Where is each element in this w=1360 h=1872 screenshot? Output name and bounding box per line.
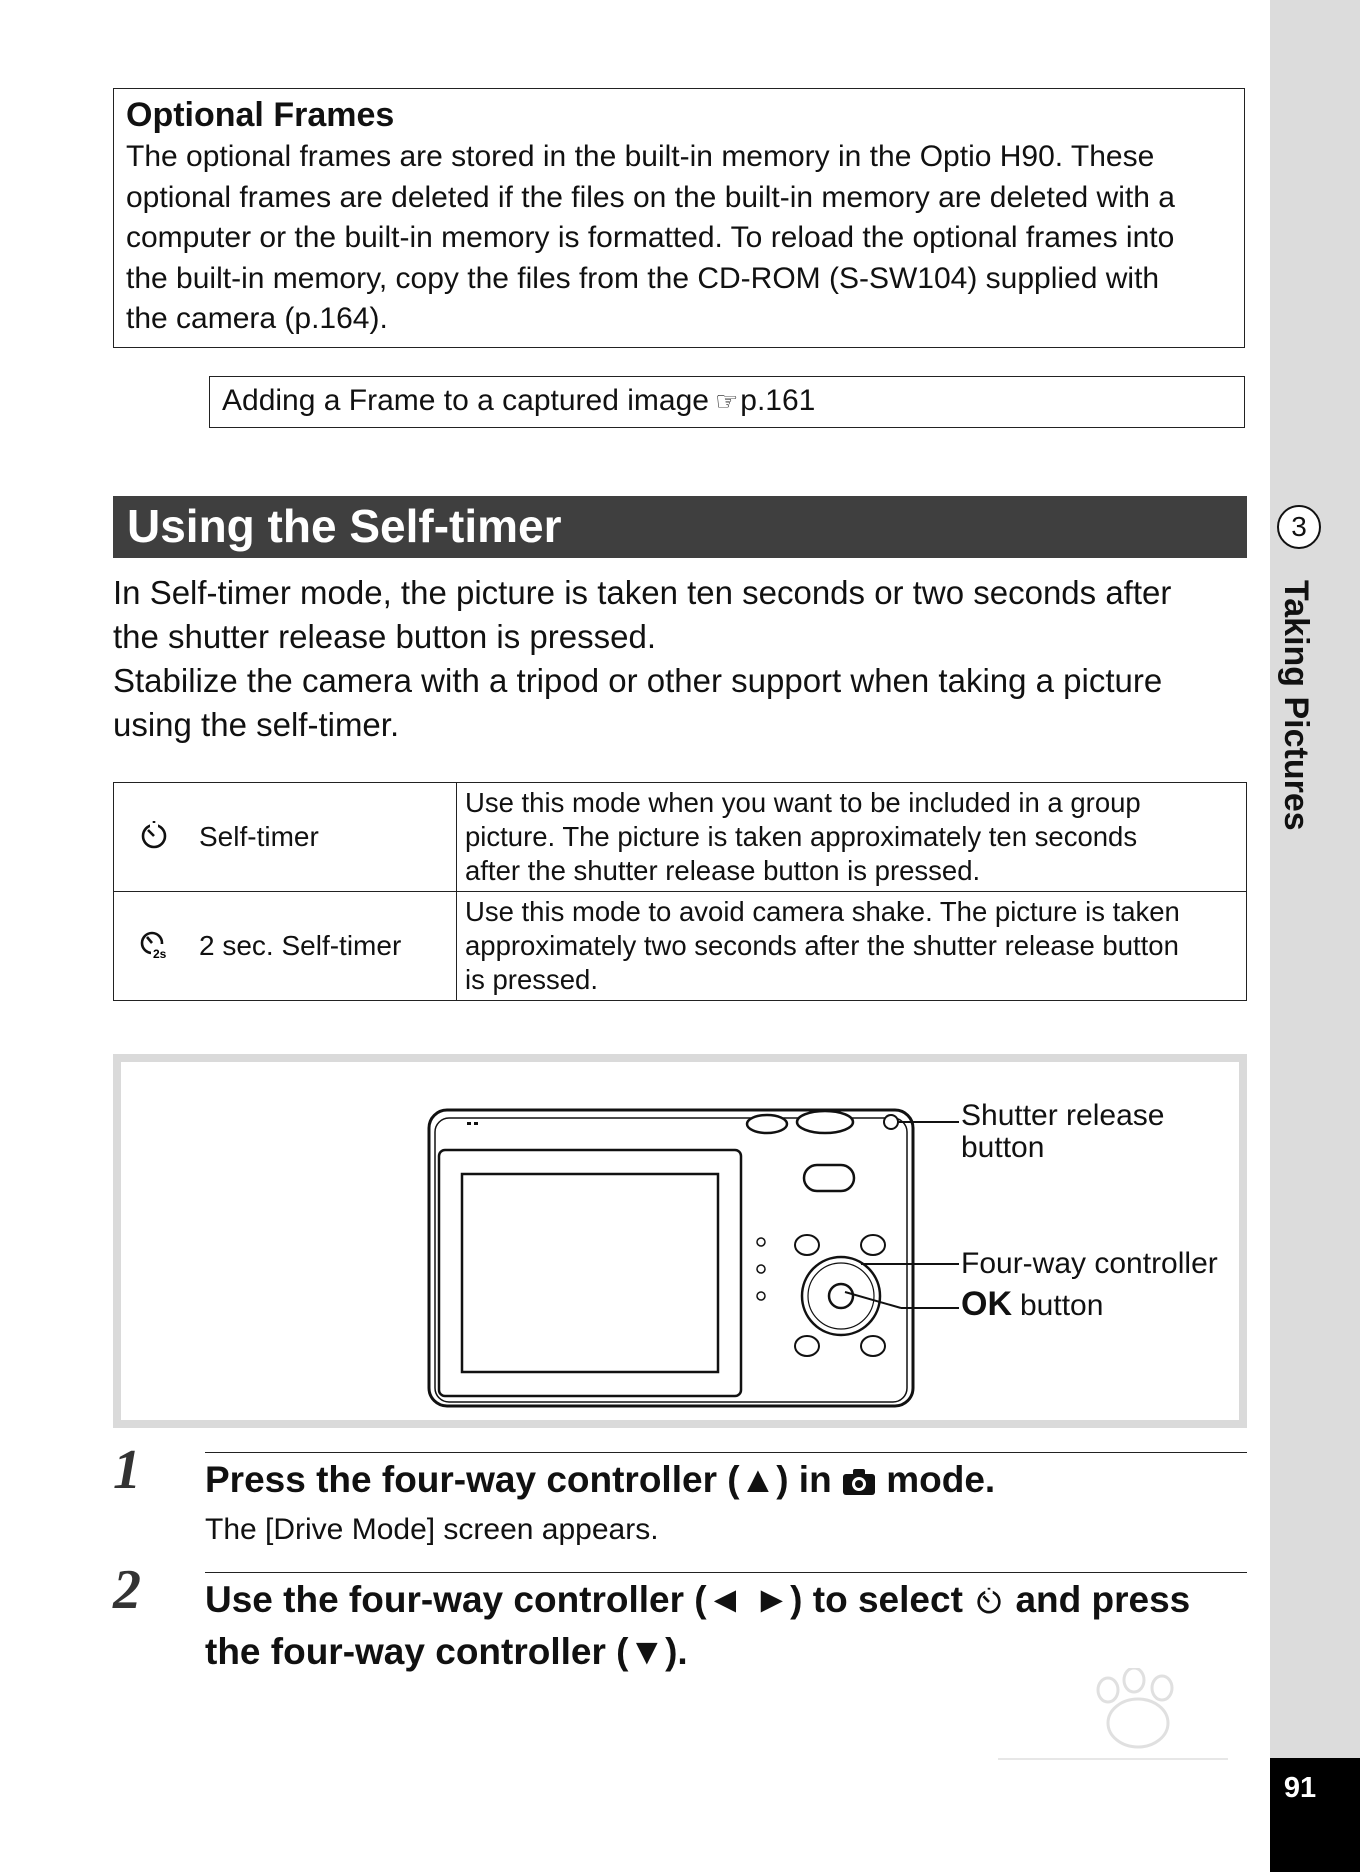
step-text: Use the four-way controller (	[205, 1579, 707, 1620]
step-text: ) to select	[790, 1579, 974, 1620]
memo-line: The optional frames are stored in the built-in memory in the Optio H90. These	[126, 140, 1155, 173]
svg-text:2s: 2s	[153, 946, 167, 960]
description-line: Use this mode when you want to be included in a group	[465, 787, 1141, 818]
shutter-release-callout	[961, 1100, 1164, 1164]
intro-line: using the self-timer.	[113, 706, 400, 743]
left-right-arrow-icon: ◄ ►	[706, 1579, 791, 1620]
mode-description	[457, 892, 1247, 1001]
memo-title: Optional Frames	[126, 96, 395, 134]
reference-page-link[interactable]: p.161	[740, 384, 816, 417]
memo-box	[113, 88, 1245, 348]
self-timer-icon	[973, 1580, 1005, 1628]
step-number: 2	[113, 1559, 141, 1621]
ok-mark: OK	[961, 1285, 1012, 1323]
description-line: is pressed.	[465, 964, 598, 995]
memo-line: the camera (p.164).	[126, 302, 388, 335]
section-intro	[113, 571, 1253, 747]
intro-line: Stabilize the camera with a tripod or other support when taking a picture	[113, 662, 1163, 699]
mode-cell	[114, 783, 457, 892]
camera-mode-icon	[842, 1460, 876, 1508]
paw-watermark-icon	[958, 1668, 1270, 1818]
memo-line: optional frames are deleted if the files on the built-in memory are deleted with a	[126, 180, 1175, 214]
table-row	[114, 783, 1247, 892]
memo-body	[126, 137, 1232, 340]
self-timer-icon	[137, 817, 185, 858]
table-row	[114, 892, 1247, 1001]
description-line: picture. The picture is taken approximately ten seconds	[465, 821, 1138, 852]
down-arrow-icon: ▼	[628, 1631, 666, 1672]
four-way-controller-callout: Four-way controller	[961, 1247, 1218, 1280]
two-sec-timer-icon	[137, 926, 185, 967]
step-text: and press	[1005, 1579, 1191, 1620]
mode-cell	[114, 892, 457, 1001]
step-text: ).	[665, 1631, 688, 1672]
description-line: approximately two seconds after the shutter release button	[465, 930, 1179, 961]
chapter-number: 3	[1277, 505, 1321, 549]
intro-line: In Self-timer mode, the picture is taken ten seconds or two seconds after	[113, 574, 1172, 611]
step-divider	[205, 1572, 1247, 1573]
step-description: The [Drive Mode] screen appears.	[205, 1513, 659, 1546]
section-heading: Using the Self-timer	[113, 496, 1247, 558]
camera-illustration	[113, 1054, 1247, 1428]
timer-mode-table	[113, 782, 1247, 1001]
mode-description	[457, 783, 1247, 892]
step-title	[205, 1576, 1255, 1676]
step-text: ) in	[776, 1459, 842, 1500]
step-divider	[205, 1452, 1247, 1453]
ok-label: button	[1020, 1289, 1104, 1322]
reference-text: Adding a Frame to a captured image	[222, 384, 709, 417]
callout-line: Shutter release	[961, 1099, 1165, 1132]
step-title-line	[205, 1576, 1255, 1628]
description-line: Use this mode to avoid camera shake. The picture is taken	[465, 896, 1180, 927]
mode-name: 2 sec. Self-timer	[199, 930, 402, 961]
memo-line: computer or the built-in memory is formatted. To reload the optional frames into	[126, 221, 1175, 254]
pointing-hand-icon: ☞	[714, 386, 739, 416]
memo-line: the built-in memory, copy the files from the CD-ROM (S-SW104) supplied with	[126, 261, 1160, 295]
reference-box	[209, 376, 1245, 428]
step-text: Press the four-way controller (	[205, 1459, 740, 1500]
page-number: 91	[1283, 1772, 1317, 1804]
chapter-side-tab	[1270, 0, 1360, 1872]
callout-line: button	[961, 1131, 1045, 1164]
mode-name: Self-timer	[199, 821, 319, 852]
step-text: mode.	[875, 1459, 996, 1500]
step-text: the four-way controller (	[205, 1631, 629, 1672]
step-title	[205, 1456, 1255, 1508]
step-number: 1	[113, 1439, 141, 1501]
chapter-title: Taking Pictures	[1277, 580, 1315, 831]
up-arrow-icon: ▲	[739, 1459, 777, 1500]
ok-button-callout	[961, 1285, 1104, 1323]
intro-line: the shutter release button is pressed.	[113, 618, 656, 655]
description-line: after the shutter release button is pressed.	[465, 855, 981, 886]
